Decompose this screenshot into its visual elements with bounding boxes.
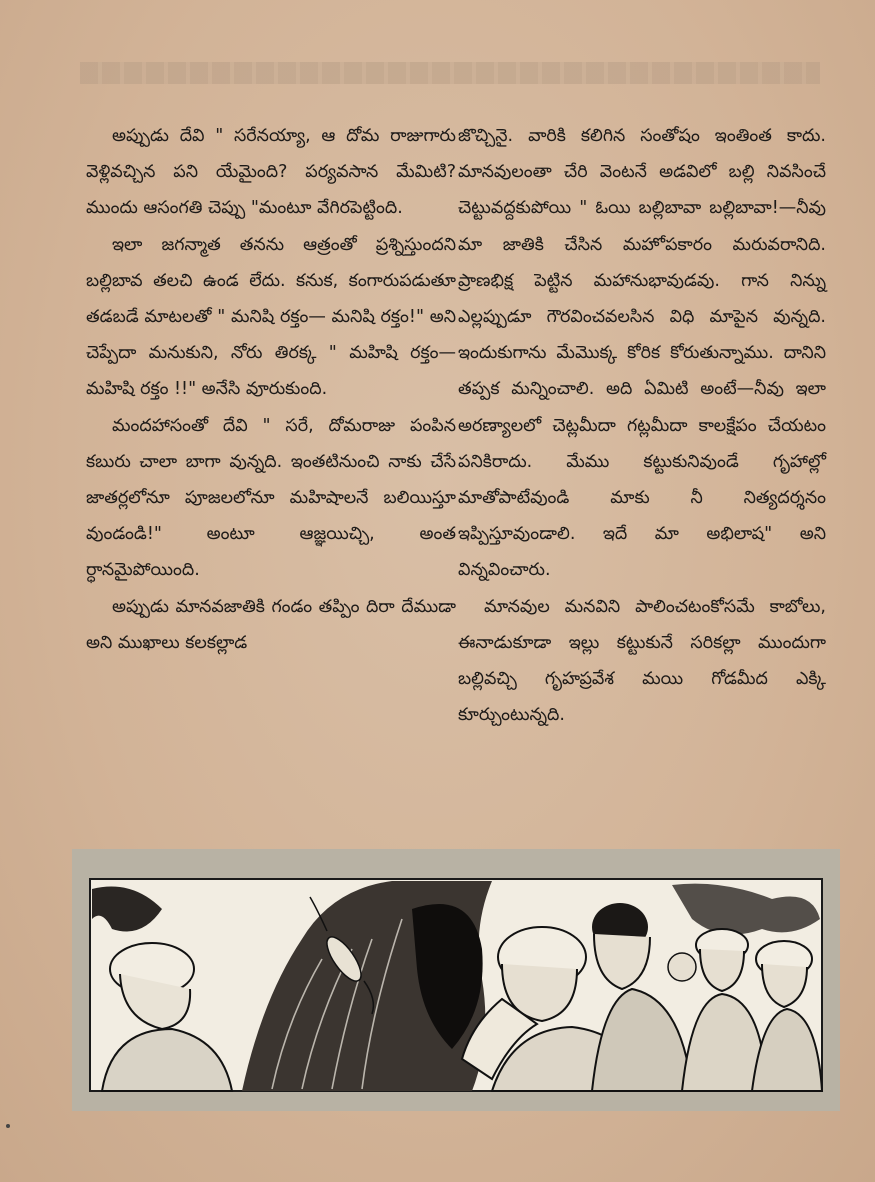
illustration-drawing [72,849,840,1111]
header-decoration [80,62,820,84]
left-paragraph-4: అప్పుడు మానవజాతికి గండం తప్పిం దిరా దేముడా అని ముఖాలు కలకల్లాడ [86,596,456,653]
print-speck [6,1124,10,1128]
right-paragraph-1: జొచ్చినై. వారికి కలిగిన సంతోషం ఇంతింత కాదు. మానవులంతా చేరి వెంటనే అడవిలో బల్లి నివసించే చెట్టువద్దకుపోయి " ఓయి బల్లిబావా బల్లిబావా!—నీవు మా జాతికి చేసిన మహోపకారం మరువరానిది. ప్రాణభిక్ష పెట్టిన మహానుభావుడవు. గాన నిన్ను ఎల్లప్పుడూ గౌరవించవలసిన విధి మాపైన వున్నది. ఇందుకుగాను మేమొక్క కోరిక కోరుతున్నాము. దానిని తప్పక మన్నించాలి. అది ఏమిటి అంటే—నీవు ఇలా అరణ్యాలలో చెట్లమీదా గట్లమీదా కాలక్షేపం చేయటం పనికిరాదు. మేము కట్టుకునివుండే గృహాల్లో మాతోపాటేవుండి మాకు నీ నిత్యదర్శనం ఇప్పిస్తూవుండాలి. ఇదే మా అభిలాష" అని విన్నవించారు. [458,126,826,581]
left-paragraph-3: మందహాసంతో దేవి " సరే, దోమరాజు పంపిన కబురు చాలా బాగా వున్నది. ఇంతటినుంచి నాకు చేసే జాతర్లలోనూ పూజలలోనూ మహిషాలనే బలియిస్తూ వుండండి!" అంటూ ఆజ్ఞయిచ్చి, అంత ర్ధానమైపోయింది. [86,415,456,581]
right-column [458,118,826,733]
illustration [72,849,840,1111]
left-paragraph-2: ఇలా జగన్మాత తనను ఆత్రంతో ప్రశ్నిస్తుందని బల్లిబావ తలచి ఉండ లేదు. కనుక, కంగారుపడుతూ తడబడే మాటలతో " మనిషి రక్తం— మనిషి రక్తం!" అని చెప్పేదా మనుకుని, నోరు తిరక్క " మహిషి రక్తం—మహిషి రక్తం !!" అనేసి వూరుకుంది. [86,234,456,400]
right-paragraph-2: మానవుల మనవిని పాలించటంకోసమే కాబోలు, ఈనాడుకూడా ఇల్లు కట్టుకునే సరికల్లా ముందుగా బల్లివచ్చి గృహప్రవేశ మయి గోడమీద ఎక్కి కూర్చుంటున్నది. [458,596,826,726]
left-paragraph-1: అప్పుడు దేవి " సరేనయ్యా, ఆ దోమ రాజుగారు వెళ్లివచ్చిన పని యేమైంది? పర్యవసాన మేమిటి? ముందు ఆసంగతి చెప్పు "మంటూ వేగిరపెట్టింది. [86,126,456,219]
left-column [86,118,456,661]
